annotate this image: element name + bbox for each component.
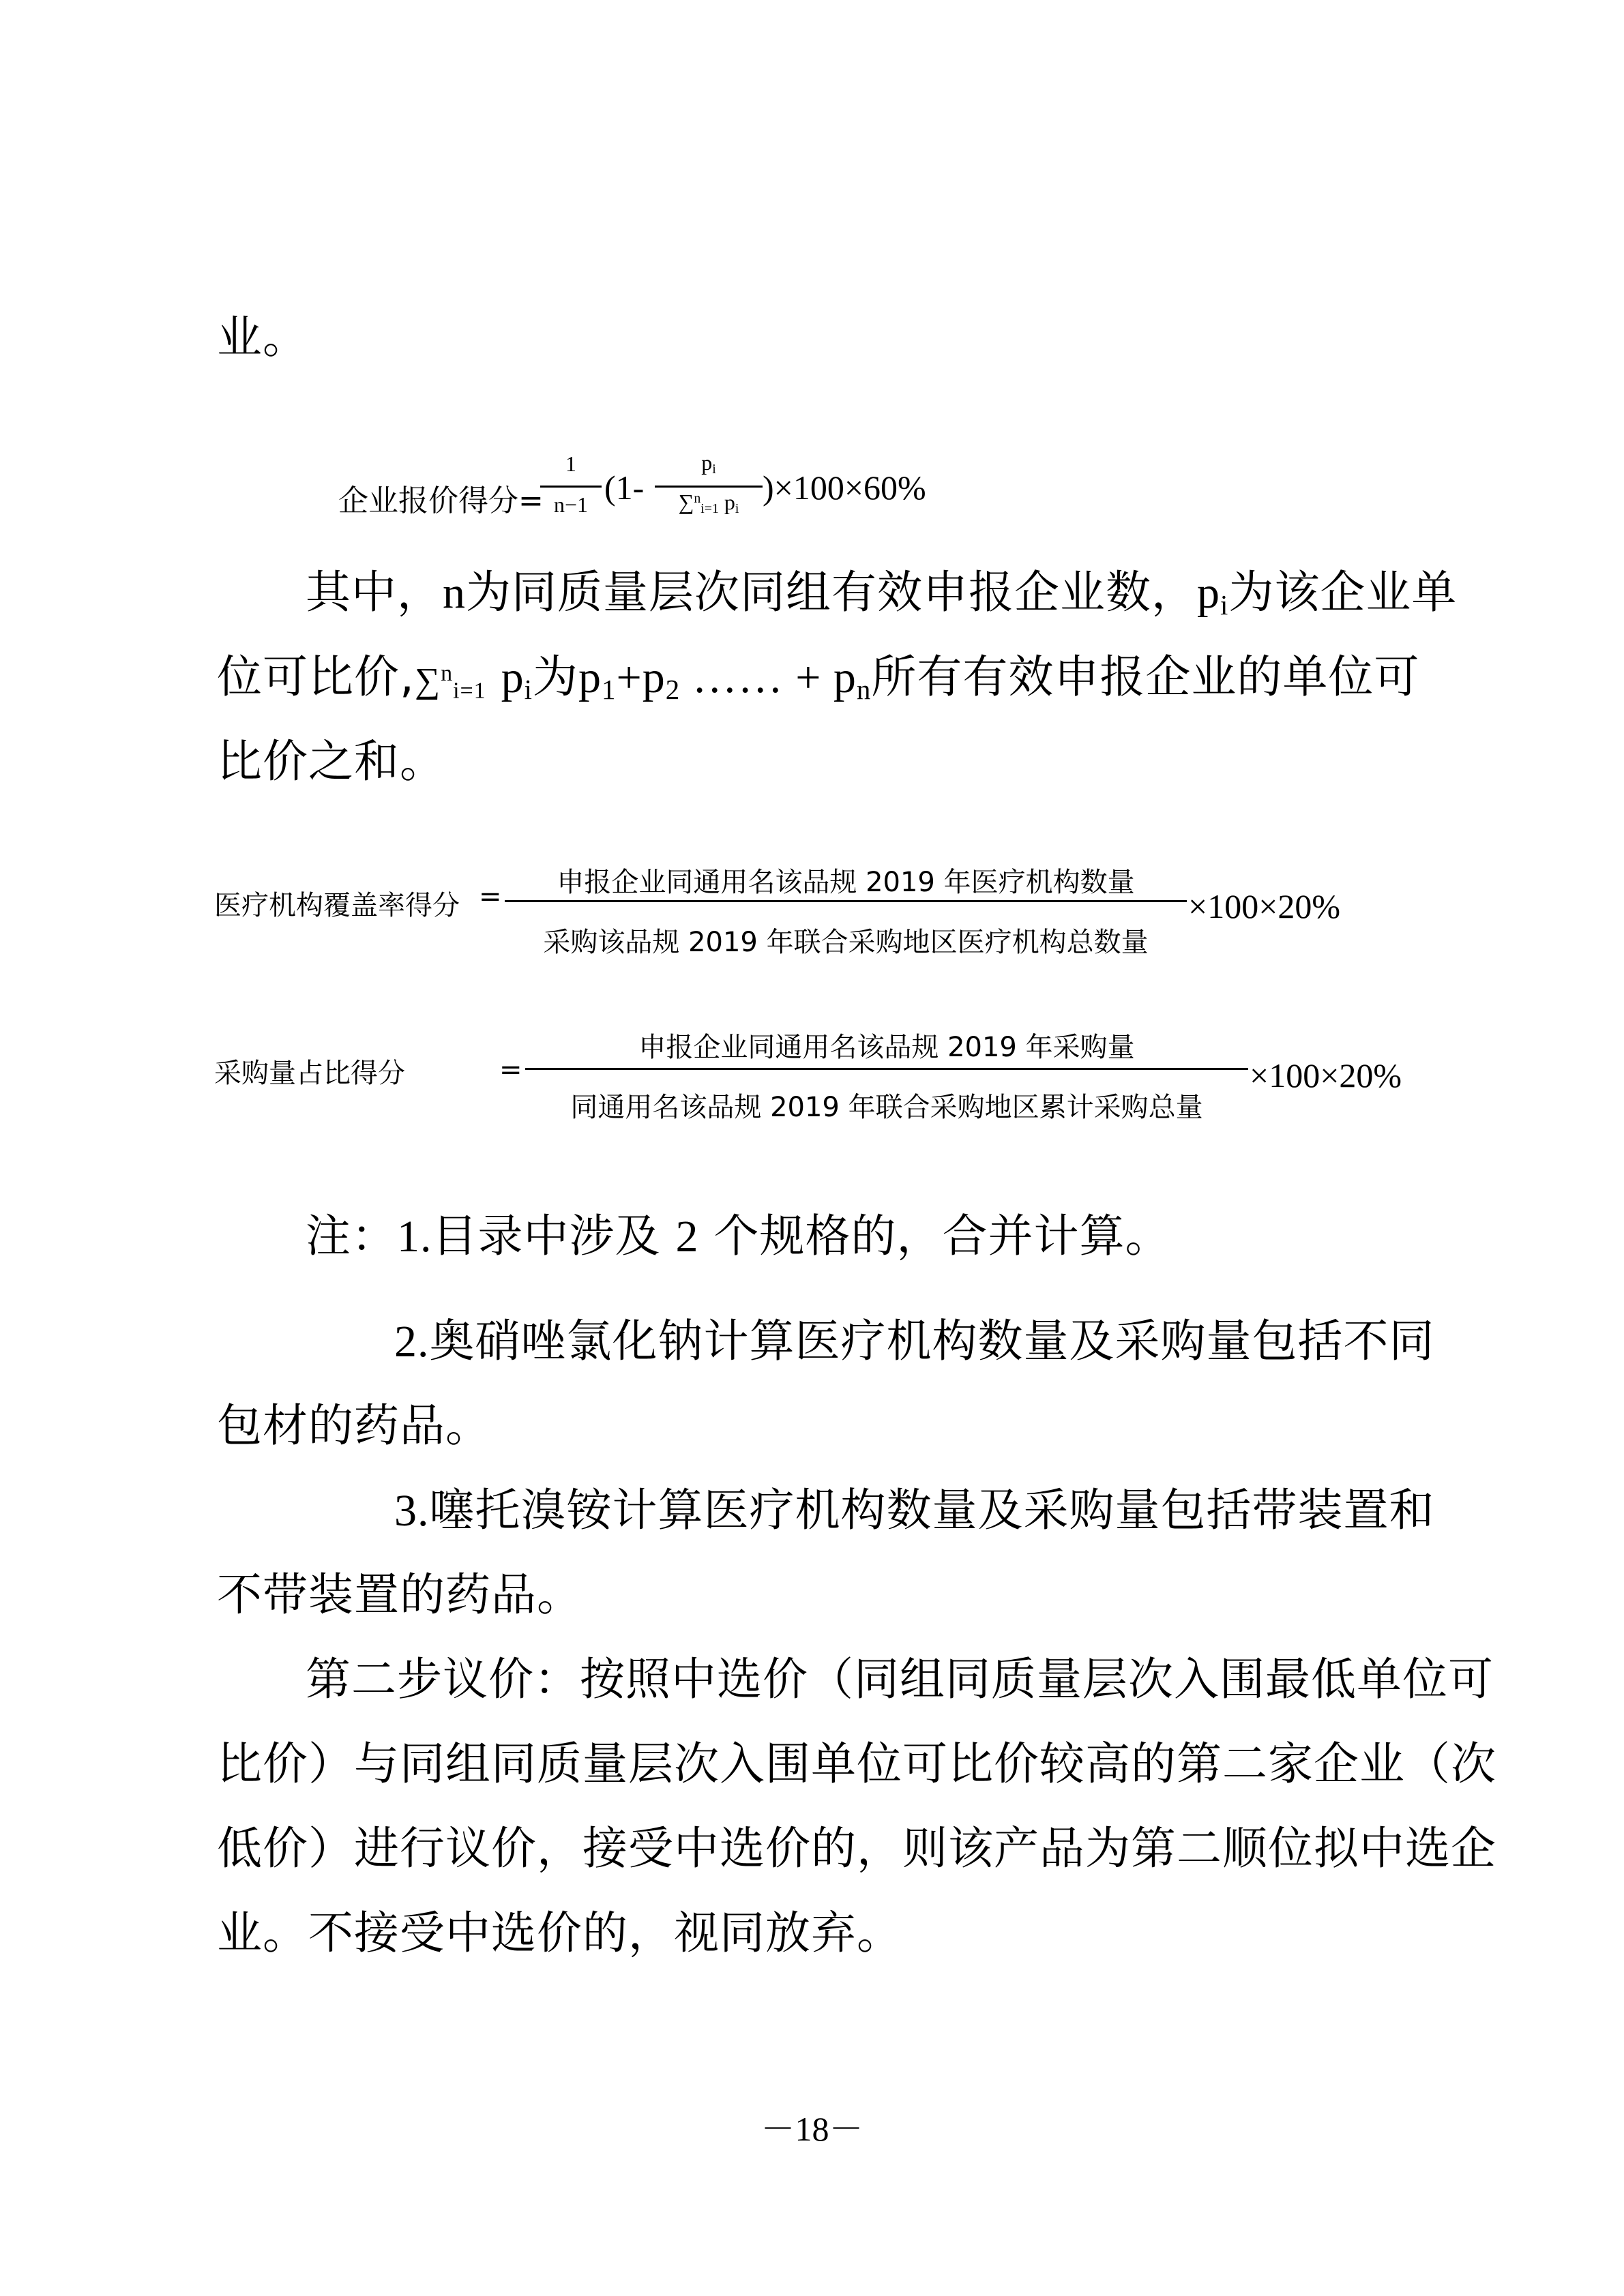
equals: = — [499, 1054, 522, 1086]
text-line: 比价之和。 — [217, 735, 445, 788]
text: 其中， — [306, 566, 443, 618]
subscript: 2 — [665, 674, 681, 706]
inner-fraction-bar — [655, 486, 763, 488]
subscript: i — [524, 674, 533, 706]
text-line: 包材的药品。 — [217, 1399, 491, 1452]
text: 目录中涉及 — [432, 1210, 676, 1262]
var-p: p — [501, 653, 525, 702]
text-line: 第二步议价：按照中选价（同组同质量层次入围最低单位可 — [306, 1653, 1494, 1705]
var-p: p — [833, 653, 857, 702]
var-p: p — [1197, 568, 1220, 618]
note-number: 2. — [394, 1317, 430, 1367]
ellipsis: …… + — [680, 653, 833, 702]
page-number: －18－ — [761, 2110, 863, 2148]
fraction-numerator: 1 — [565, 451, 576, 476]
subscript: i — [712, 461, 716, 477]
text-line: 业。不接受中选价的，视同放弃。 — [217, 1907, 902, 1959]
superscript: n — [441, 661, 454, 686]
text: 为 — [533, 651, 579, 703]
subscript: i=1 — [700, 501, 719, 516]
text: 注： — [306, 1210, 397, 1262]
plus: + — [616, 653, 643, 702]
text: 噻托溴铵计算医疗机构数量及采购量包括带装置和 — [429, 1484, 1435, 1536]
var-n: n — [443, 568, 466, 618]
subscript: i — [735, 501, 739, 516]
formula-tail: )×100×60% — [763, 468, 926, 507]
fraction-bar — [505, 900, 1187, 902]
text: 奥硝唑氯化钠计算医疗机构数量及采购量包括不同 — [429, 1315, 1435, 1367]
superscript: n — [694, 491, 701, 507]
note-3 — [394, 1484, 1435, 1536]
text-line: 不带装置的药品。 — [217, 1568, 582, 1621]
subscript: i=1 — [453, 678, 486, 704]
formula-paren-open: (1- — [604, 468, 645, 507]
fraction-denominator: n−1 — [553, 492, 589, 517]
text-line: 比价）与同组同质量层次入围单位可比价较高的第二家企业（次 — [217, 1738, 1496, 1790]
fraction-numerator: 申报企业同通用名该品规 2019 年医疗机构数量 — [557, 867, 1135, 898]
sigma: ∑ — [678, 490, 694, 514]
subscript: 1 — [602, 674, 617, 706]
note-2 — [394, 1315, 1435, 1367]
sigma: ∑ — [414, 661, 441, 700]
var-p: p — [578, 653, 602, 702]
formula-tail: ×100×20% — [1250, 1056, 1402, 1094]
text-line — [217, 651, 1420, 706]
note-number: 1. — [397, 1212, 432, 1262]
inner-numerator — [655, 450, 763, 477]
formula-tail: ×100×20% — [1188, 887, 1341, 925]
var-p: p — [701, 450, 713, 475]
text: 个规格的，合并计算。 — [698, 1210, 1171, 1262]
note-1 — [306, 1210, 1171, 1262]
text: 为同质量层次同组有效申报企业数， — [466, 566, 1197, 618]
subscript: i — [1220, 590, 1229, 621]
formula-label: 企业报价得分= — [338, 483, 544, 518]
text-line: 业。 — [217, 311, 308, 363]
text: 位可比价, — [217, 651, 415, 703]
subscript: n — [856, 674, 872, 706]
text: 为该企业单 — [1228, 566, 1458, 618]
number: 2 — [675, 1212, 699, 1262]
text: 所有有效申报企业的单位可 — [871, 651, 1420, 703]
var-p: p — [642, 653, 666, 702]
fraction-denominator: 采购该品规 2019 年联合采购地区医疗机构总数量 — [543, 927, 1149, 958]
var-p: p — [724, 490, 735, 514]
equals: = — [479, 881, 502, 912]
text-line: 低价）进行议价，接受中选价的，则该产品为第二顺位拟中选企 — [217, 1822, 1496, 1875]
formula-label: 医疗机构覆盖率得分 — [214, 890, 460, 921]
fraction-denominator: 同通用名该品规 2019 年联合采购地区累计采购总量 — [570, 1092, 1203, 1123]
note-number: 3. — [394, 1486, 430, 1536]
fraction-numerator: 申报企业同通用名该品规 2019 年采购量 — [638, 1032, 1135, 1063]
fraction-bar — [540, 486, 602, 488]
fraction-bar — [525, 1068, 1248, 1070]
inner-denominator — [655, 490, 763, 517]
formula-label: 采购量占比得分 — [214, 1058, 405, 1089]
text-line — [306, 566, 1458, 621]
